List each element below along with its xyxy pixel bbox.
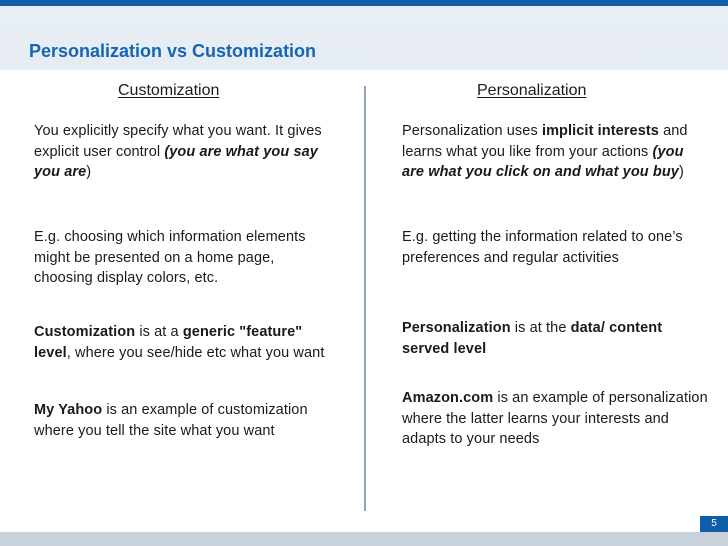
footer-band xyxy=(0,532,728,546)
text: Personalization uses xyxy=(402,123,542,139)
text: and learns what you like from your actions xyxy=(402,123,688,160)
column-divider xyxy=(364,86,366,511)
bold-text: implicit interests xyxy=(541,123,659,139)
personalization-example xyxy=(402,227,708,268)
slide-title: Personalization vs Customization xyxy=(29,41,317,61)
page-number-badge: 5 xyxy=(700,516,728,532)
customization-my-yahoo xyxy=(34,400,336,441)
text: is an example of customization where you tell the site what you want xyxy=(34,402,308,439)
text: ) xyxy=(678,164,684,180)
bold-text: Personalization xyxy=(402,320,511,336)
text: is at a xyxy=(135,324,183,340)
customization-level xyxy=(34,322,336,363)
customization-heading: Customization xyxy=(118,82,220,99)
customization-definition xyxy=(34,121,336,183)
bold-text: My Yahoo xyxy=(34,402,103,418)
text: is at the xyxy=(510,320,571,336)
emphasis-text: (you are what you say you are xyxy=(34,143,318,180)
personalization-definition xyxy=(402,121,708,183)
bold-text: Customization xyxy=(34,324,136,340)
text: E.g. getting the information related to one’s preferences and regular activities xyxy=(402,229,683,266)
personalization-level xyxy=(402,318,708,359)
bold-text: data/ content served level xyxy=(402,320,663,357)
personalization-amazon xyxy=(402,388,708,450)
text: is an example of personalization where the latter learns your interests and adapts to your needs xyxy=(402,390,708,447)
bold-text: generic "feature" level xyxy=(34,324,303,361)
text: , where you see/hide etc what you want xyxy=(66,344,325,361)
emphasis-text: (you are what you click on and what you buy xyxy=(402,143,684,180)
customization-example xyxy=(34,227,336,289)
text: E.g. choosing which information elements might be presented on a home page, choosing display colors, etc. xyxy=(34,229,306,286)
text: ) xyxy=(86,164,92,180)
personalization-heading: Personalization xyxy=(477,82,587,99)
text: You explicitly specify what you want. It gives explicit user control xyxy=(34,123,322,160)
bold-text: Amazon.com xyxy=(402,390,494,406)
